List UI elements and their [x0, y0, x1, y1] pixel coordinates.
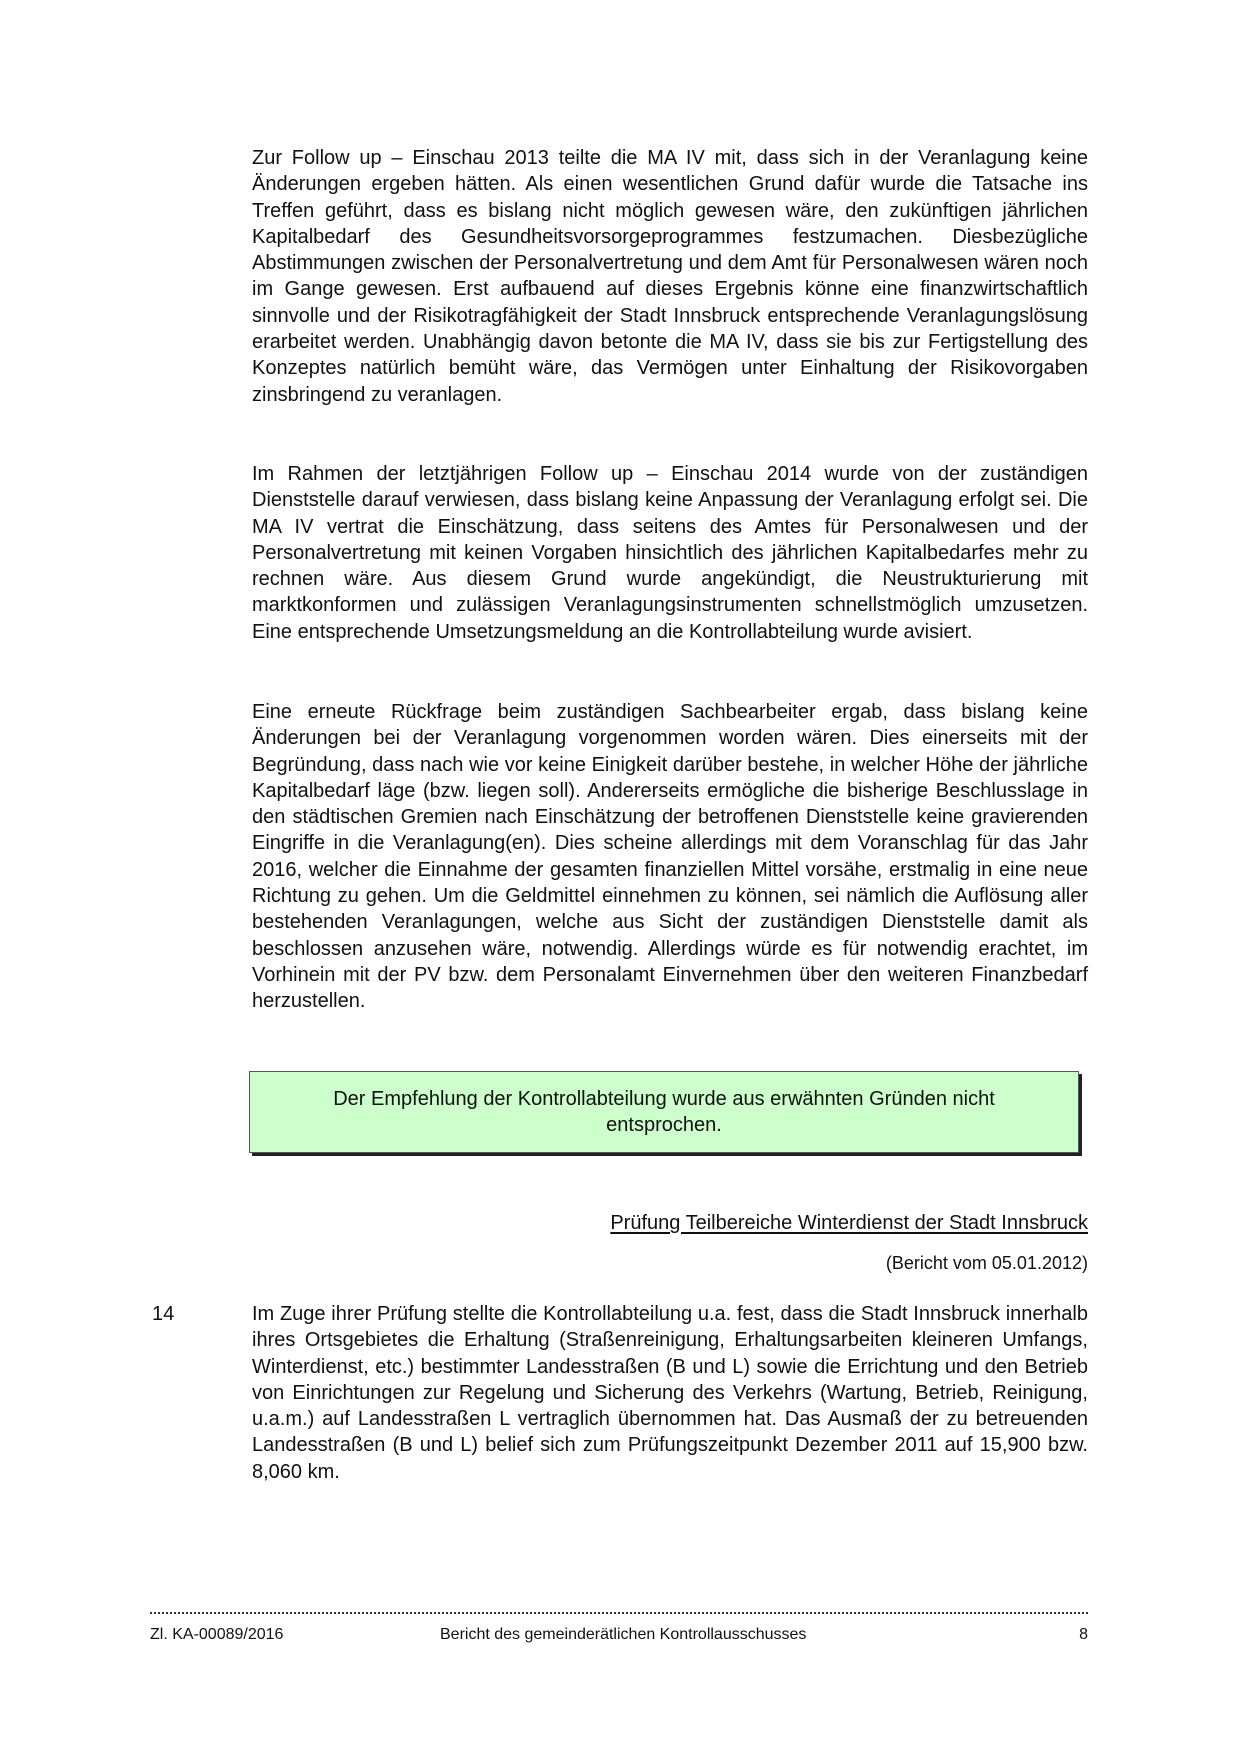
page-number: 8 [1079, 1626, 1088, 1643]
footer-reference: Zl. KA-00089/2016 [150, 1626, 284, 1643]
footer-title: Bericht des gemeinderätlichen Kontrollausschusses [440, 1626, 807, 1643]
recommendation-callout-box [249, 1071, 1079, 1153]
item-number: 14 [152, 1303, 175, 1325]
report-date: (Bericht vom 05.01.2012) [885, 1253, 1088, 1273]
footer-divider [150, 1612, 1088, 1614]
body-paragraph-2: Im Rahmen der letztjährigen Follow up – Einschau 2014 wurde von der zuständigen Dienststelle darauf verwiesen, dass bislang keine Anpassung der Veranlagung erfolgt sei. Die MA IV vertrat die Einschätzung, dass seitens des Amtes für Personalwesen und der Personalvertretung mit keinen Vorgaben hinsichtlich des jährlichen Kapitalbedarfes mehr zu rechnen wäre. Aus diesem Grund wurde angekündigt, die Neustrukturierung mit marktkonformen und zulässigen Veranlagungsinstrumenten schnellstmöglich umzusetzen. Eine entsprechende Umsetzungsmeldung an die Kontrollabteilung wurde avisiert. [252, 463, 1088, 643]
body-paragraph-4: Im Zuge ihrer Prüfung stellte die Kontrollabteilung u.a. fest, dass die Stadt Innsbruck innerhalb ihres Ortsgebietes die Erhaltung (Straßenreinigung, Erhaltungsarbeiten kleineren Umfangs, Winterdienst, etc.) bestimmter Landesstraßen (B und L) sowie die Errichtung und den Betrieb von Einrichtungen zur Regelung und Sicherung des Verkehrs (Wartung, Betrieb, Reinigung, u.a.m.) auf Landesstraßen L vertraglich übernommen hat. Das Ausmaß der zu betreuenden Landesstraßen (B und L) belief sich zum Prüfungszeitpunkt Dezember 2011 auf 15,900 bzw. 8,060 km. [252, 1303, 1088, 1483]
section-heading: Prüfung Teilbereiche Winterdienst der Stadt Innsbruck [610, 1212, 1088, 1234]
body-paragraph-3: Eine erneute Rückfrage beim zuständigen Sachbearbeiter ergab, dass bislang keine Änderungen bei der Veranlagung vorgenommen worden wären. Dies einerseits mit der Begründung, dass nach wie vor keine Einigkeit darüber bestehe, in welcher Höhe der jährliche Kapitalbedarf läge (bzw. liegen soll). Andererseits ermögliche die bisherige Beschlusslage in den städtischen Gremien nach Einschätzung der betroffenen Dienststelle keine gravierenden Eingriffe in die Veranlagung(en). Dies scheine allerdings mit dem Voranschlag für das Jahr 2016, welcher die Einnahme der gesamten finanziellen Mittel vorsähe, erstmalig in eine neue Richtung zu gehen. Um die Geldmittel einnehmen zu können, sei nämlich die Auflösung aller bestehenden Veranlagungen, welche aus Sicht der zuständigen Dienststelle damit als beschlossen anzusehen wäre, notwendig. Allerdings würde es für notwendig erachtet, im Vorhinein mit der PV bzw. dem Personalamt Einvernehmen über den weiteren Finanzbedarf herzustellen. [252, 701, 1088, 1013]
page-footer [150, 1624, 1088, 1648]
recommendation-callout-text: Der Empfehlung der Kontrollabteilung wurde aus erwähnten Gründen nicht entsprochen. [333, 1087, 995, 1136]
body-paragraph-1: Zur Follow up – Einschau 2013 teilte die MA IV mit, dass sich in der Veranlagung keine Änderungen ergeben hätten. Als einen wesentlichen Grund dafür wurde die Tatsache ins Treffen geführt, dass es bislang nicht möglich gewesen wäre, den zukünftigen jährlichen Kapitalbedarf des Gesundheitsvorsorgeprogrammes festzumachen. Diesbezügliche Abstimmungen zwischen der Personalvertretung und dem Amt für Personalwesen wären noch im Gange gewesen. Erst aufbauend auf dieses Ergebnis könne eine finanzwirtschaftlich sinnvolle und der Risikotragfähigkeit der Stadt Innsbruck entsprechende Veranlagungslösung erarbeitet werden. Unabhängig davon betonte die MA IV, dass sie bis zur Fertigstellung des Konzeptes natürlich bemüht wäre, das Vermögen unter Einhaltung der Risikovorgaben zinsbringend zu veranlagen. [252, 147, 1088, 406]
